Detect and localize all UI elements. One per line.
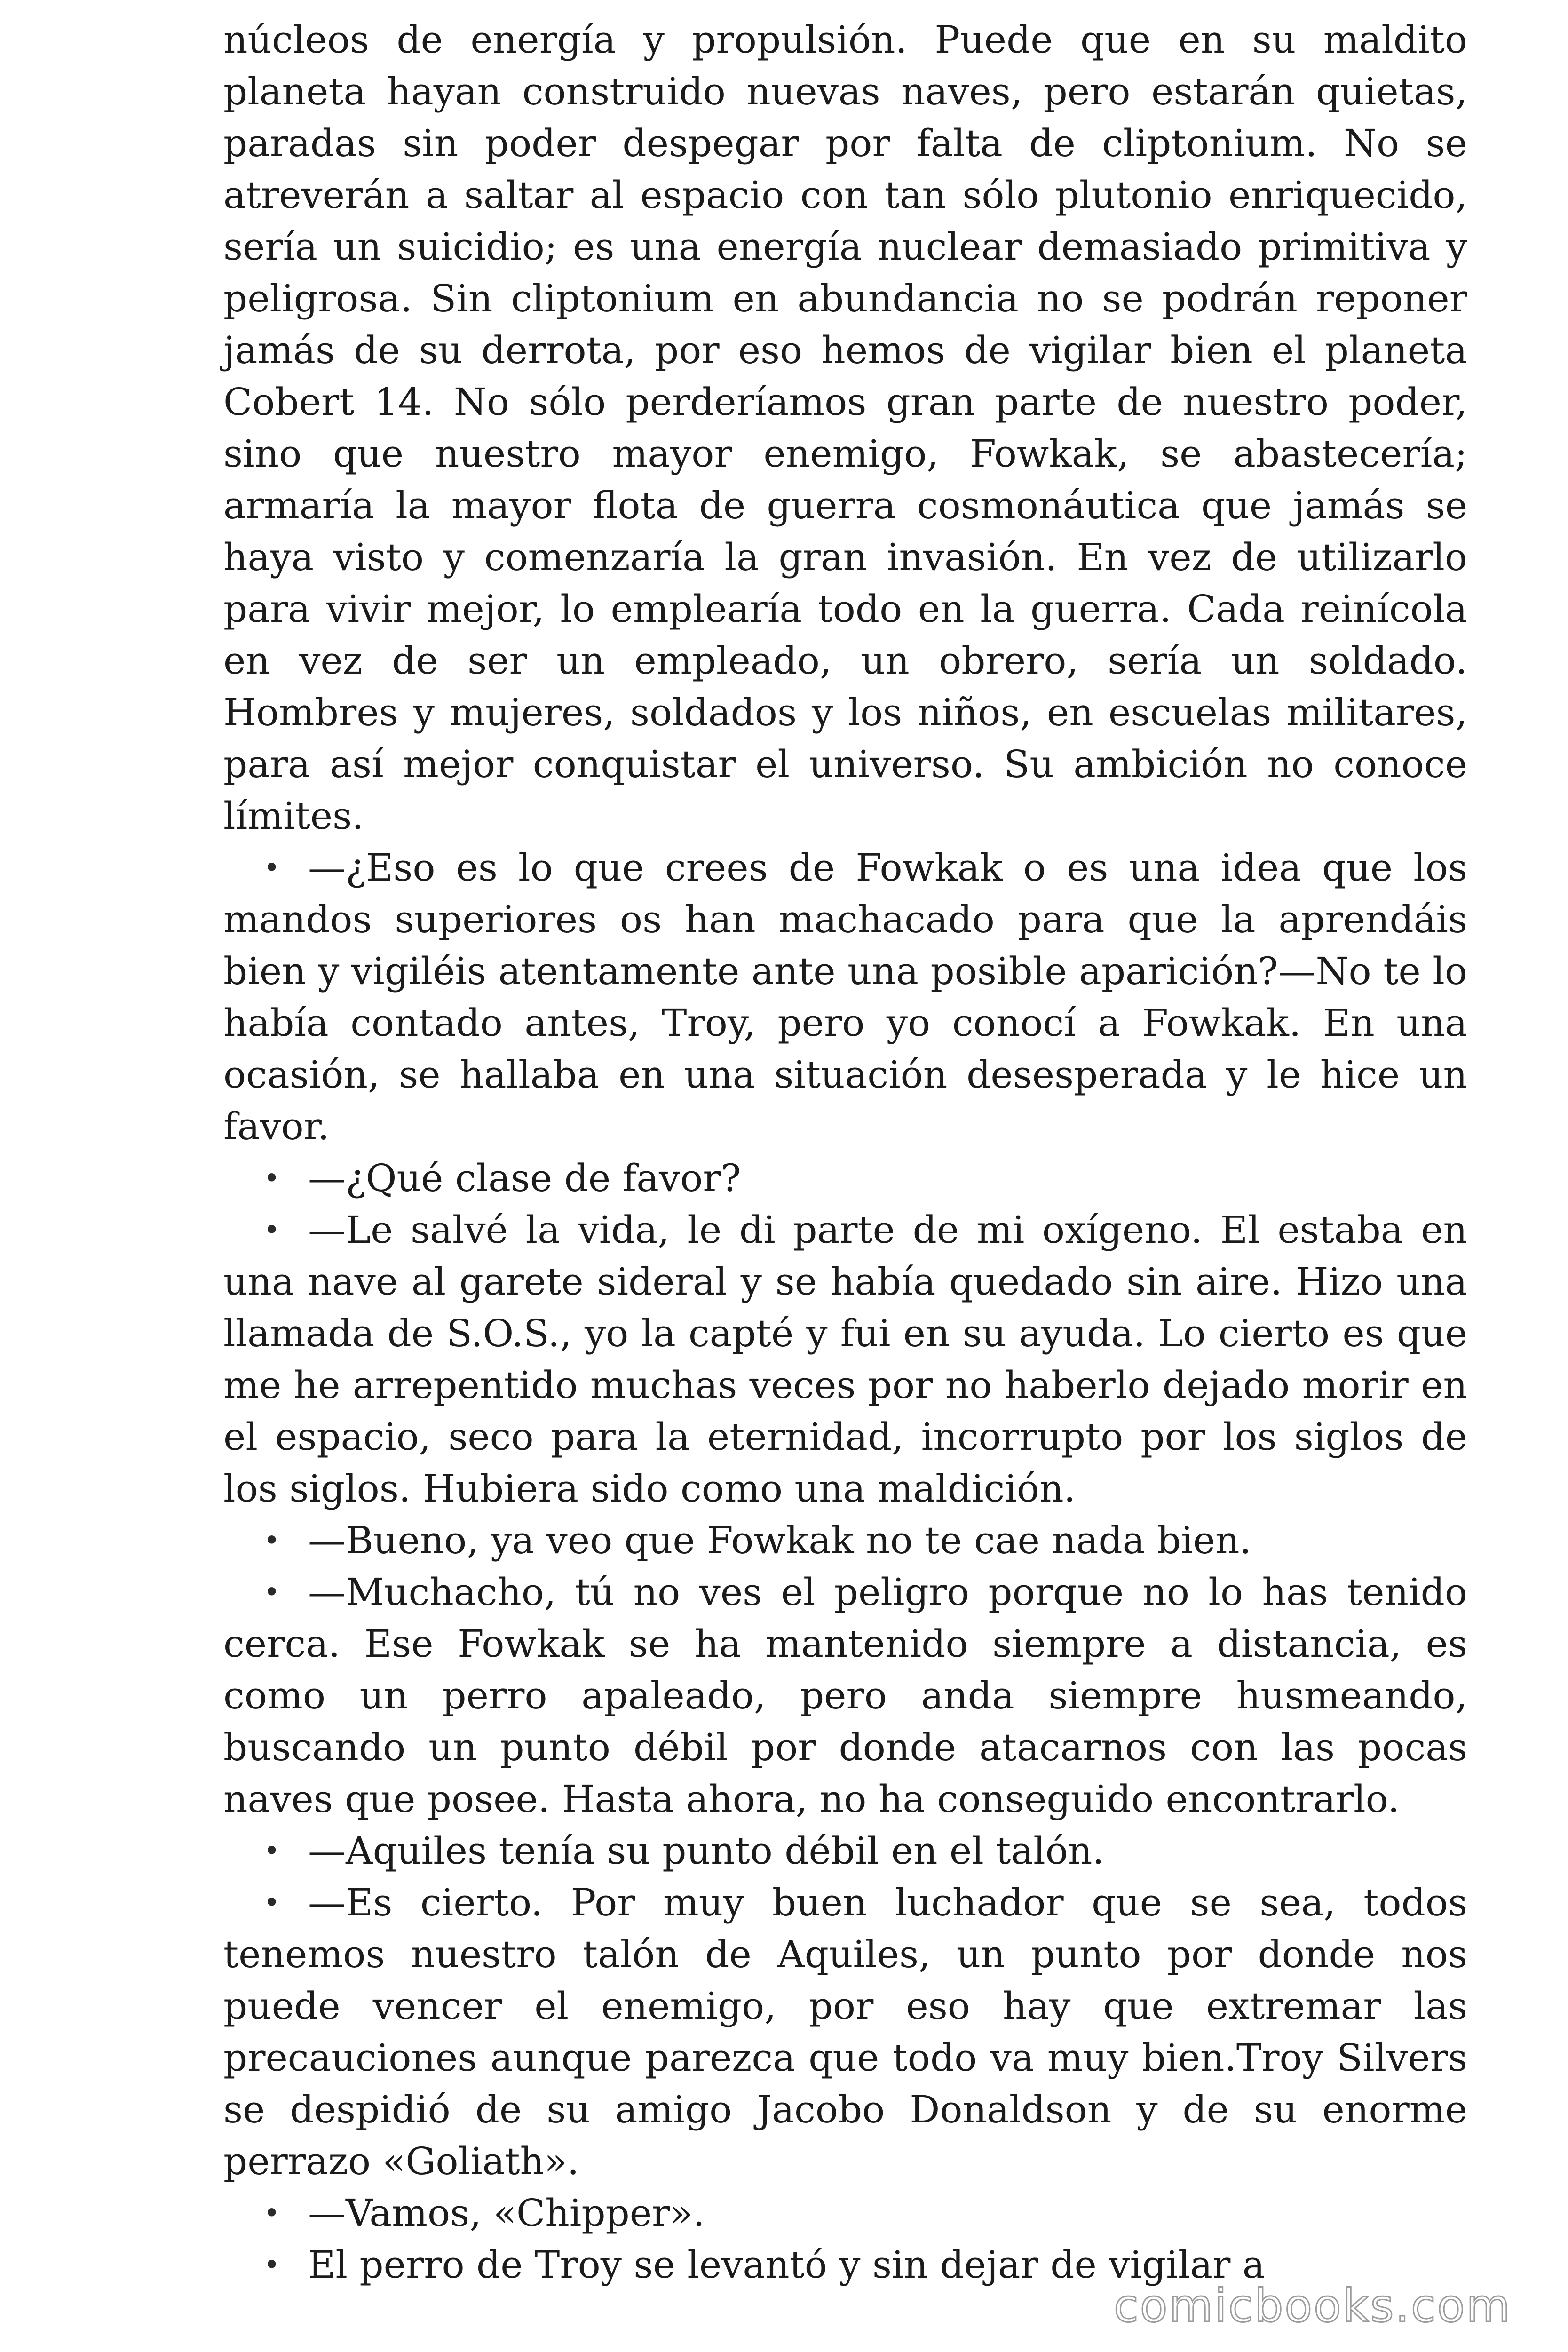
paragraph	[223, 1825, 1467, 1877]
paragraph-text: —¿Eso es lo que crees de Fowkak o es una idea que los mandos superiores os han machacado para que la aprendáis bien y vigiléis atentamente ante una posible aparición?—No te lo había contado antes, Troy, pero yo conocí a Fowkak. En una ocasión, se hallaba en una situación desesperada y le hice un favor.	[223, 846, 1467, 1148]
bullet-marker: •	[263, 2249, 280, 2281]
paragraph-text: —¿Qué clase de favor?	[308, 1156, 741, 1200]
bullet-marker: •	[263, 1214, 280, 1247]
paragraph	[223, 842, 1467, 1152]
bullet-marker: •	[263, 1576, 280, 1609]
bullet-marker: •	[263, 1524, 280, 1557]
paragraph	[223, 1515, 1467, 1566]
paragraph	[223, 14, 1467, 842]
paragraph-text: —Bueno, ya veo que Fowkak no te cae nada bien.	[308, 1518, 1251, 1562]
bullet-marker: •	[263, 1835, 280, 1867]
paragraph	[223, 1204, 1467, 1515]
paragraph	[223, 2187, 1467, 2239]
paragraph	[223, 1152, 1467, 1204]
paragraph-text: —Le salvé la vida, le di parte de mi oxígeno. El estaba en una nave al garete sideral y se había quedado sin aire. Hizo una llamada de S.O.S., yo la capté y fui en su ayuda. Lo cierto es que me he arrepentido muchas veces por no haberlo dejado morir en el espacio, seco para la eternidad, incorrupto por los siglos de los siglos. Hubiera sido como una maldición.	[223, 1208, 1467, 1510]
paragraph-text: —Es cierto. Por muy buen luchador que se sea, todos tenemos nuestro talón de Aquiles, un punto por donde nos puede vencer el enemigo, por eso hay que extremar las precauciones aunque parezca que todo va muy bien.Troy Silvers se despidió de su amigo Jacobo Donaldson y de su enorme perrazo «Goliath».	[223, 1881, 1467, 2183]
paragraph-text: —Aquiles tenía su punto débil en el talón.	[308, 1829, 1104, 1873]
paragraph-text: —Muchacho, tú no ves el peligro porque no lo has tenido cerca. Ese Fowkak se ha mantenido siempre a distancia, es como un perro apaleado, pero anda siempre husmeando, buscando un punto débil por donde atacarnos con las pocas naves que posee. Hasta ahora, no ha conseguido encontrarlo.	[223, 1570, 1467, 1821]
bullet-marker: •	[263, 1886, 280, 1919]
paragraph-text: El perro de Troy se levantó y sin dejar de vigilar a	[308, 2243, 1265, 2287]
paragraph	[223, 1877, 1467, 2187]
bullet-marker: •	[263, 2197, 280, 2230]
watermark: comicbooks.com	[1113, 2280, 1512, 2332]
paragraph-text: núcleos de energía y propulsión. Puede que en su maldito planeta hayan construido nuevas naves, pero estarán quietas, paradas sin poder despegar por falta de cliptonium. No se atreverán a saltar al espacio con tan sólo plutonio enriquecido, sería un suicidio; es una energía nuclear demasiado primitiva y peligrosa. Sin cliptonium en abundancia no se podrán reponer jamás de su derrota, por eso hemos de vigilar bien el planeta Cobert 14. No sólo perderíamos gran parte de nuestro poder, sino que nuestro mayor enemigo, Fowkak, se abastecería; armaría la mayor flota de guerra cosmonáutica que jamás se haya visto y comenzaría la gran invasión. En vez de utilizarlo para vivir mejor, lo emplearía todo en la guerra. Cada reinícola en vez de ser un empleado, un obrero, sería un soldado. Hombres y mujeres, soldados y los niños, en escuelas militares, para así mejor conquistar el universo. Su ambición no conoce límites.	[223, 18, 1467, 838]
paragraph	[223, 1566, 1467, 1825]
bullet-marker: •	[263, 1162, 280, 1195]
paragraph-text: —Vamos, «Chipper».	[308, 2191, 705, 2235]
bullet-marker: •	[263, 851, 280, 884]
document-page	[223, 14, 1467, 2291]
